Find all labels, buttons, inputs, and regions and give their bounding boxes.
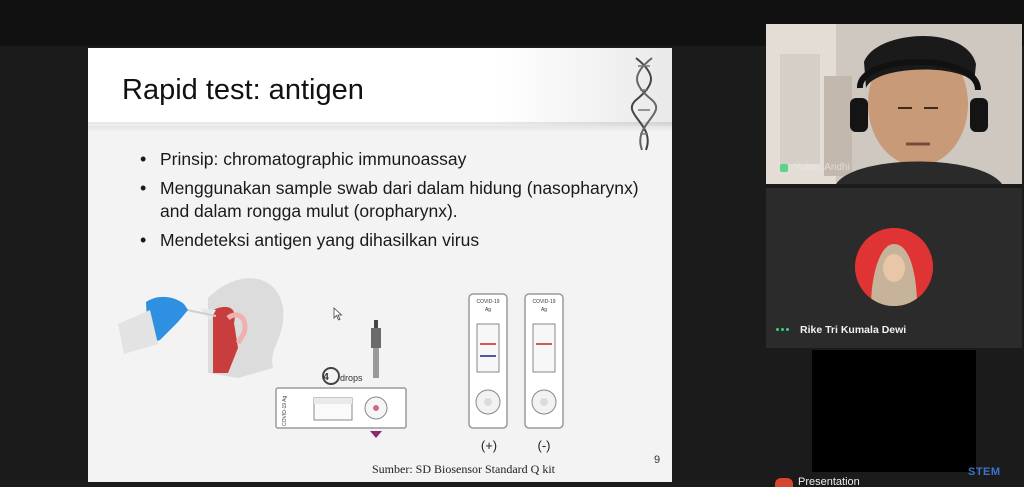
bullet-item: • Mendeteksi antigen yang dihasilkan virus (136, 229, 656, 252)
speaker-video-frame (766, 24, 1022, 184)
drops-label: drops (340, 373, 363, 383)
positive-test-ag-label: Ag (484, 307, 492, 313)
slide-source: Sumber: SD Biosensor Standard Q kit (372, 462, 555, 476)
slide-illustrations (88, 48, 672, 482)
avatar (855, 228, 933, 306)
speaker-name: Yohan Andhi (794, 162, 850, 173)
bullet-item: • Prinsip: chromatographic immunoassay (136, 148, 656, 171)
participant-video-tile-blank[interactable] (812, 350, 976, 472)
negative-test-cassette (525, 294, 563, 428)
presentation-label: Presentation (798, 476, 860, 487)
stem-logo: STEM (968, 466, 1001, 478)
slide-page-number: 9 (654, 454, 661, 466)
positive-label: (+) (480, 438, 498, 453)
speaker-video-tile[interactable] (766, 24, 1022, 184)
mic-level-icon (780, 164, 788, 172)
presentation-icon (775, 478, 793, 487)
participant-name: Rike Tri Kumala Dewi (800, 324, 907, 336)
negative-test-covid-label: COVID-19 (532, 299, 556, 305)
negative-test-ag-label: Ag (540, 307, 548, 313)
nasal-swab-illustration (118, 278, 283, 378)
speaker-name-tag (780, 162, 850, 173)
mouse-pointer-icon (333, 307, 343, 321)
participant-tile-rike[interactable] (766, 188, 1022, 348)
drops-count: 4 (323, 372, 329, 383)
slide-title: Rapid test: antigen (122, 74, 364, 106)
positive-test-covid-label: COVID-19 (476, 299, 500, 305)
negative-label: (-) (537, 438, 551, 453)
cassette-label: COVID-19 Ag (282, 395, 288, 426)
bullet-item: • Menggunakan sample swab dari dalam hidung (nasopharynx) and dalam rongga mulut (oropharynx). (136, 177, 656, 223)
shared-slide (88, 48, 672, 482)
positive-test-cassette (469, 294, 507, 428)
speaking-indicator-icon (776, 328, 789, 331)
